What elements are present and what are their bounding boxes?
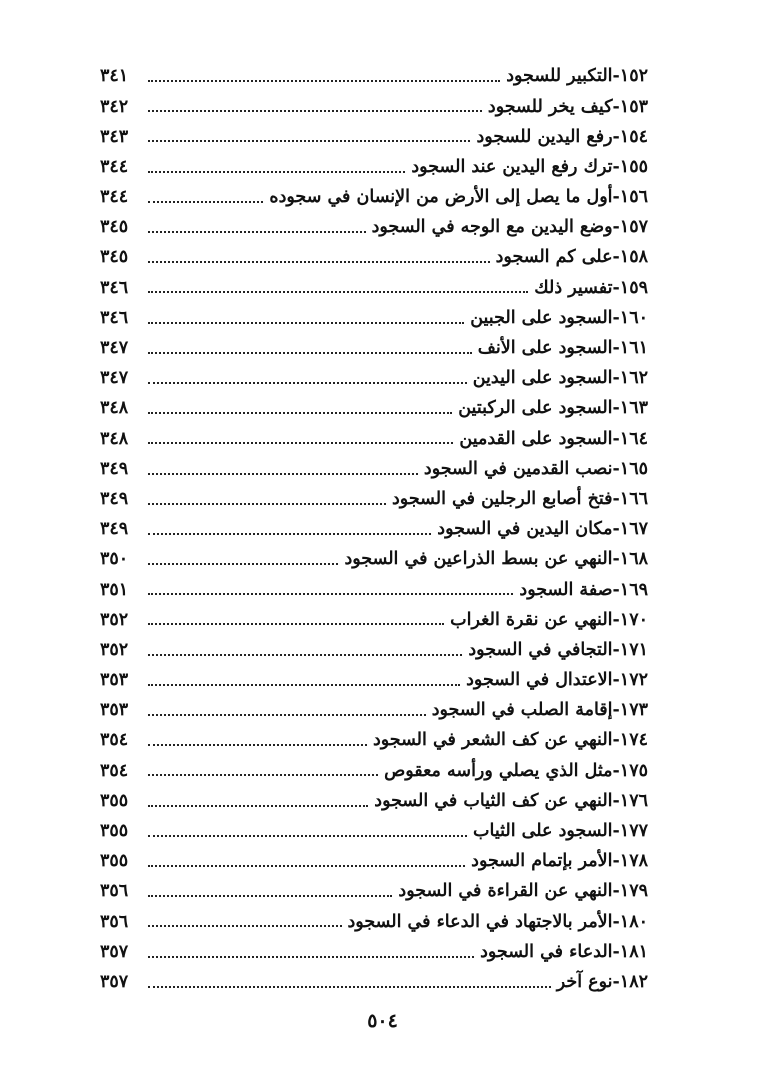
- entry-page-number: ٣٥٣: [100, 670, 129, 691]
- entry-number: ١٦٠: [619, 307, 648, 328]
- entry-page-number: ٣٤٤: [100, 187, 129, 208]
- entry-number: ١٦٢: [619, 368, 648, 389]
- entry-dash: -: [612, 700, 620, 721]
- entry-title: النهي عن القراءة في السجود: [398, 881, 613, 902]
- entry-dash: -: [612, 307, 620, 328]
- entry-page-number: ٣٥٦: [100, 881, 129, 902]
- entry-page-number: ٣٥٧: [100, 971, 129, 992]
- toc-entry: [100, 153, 648, 183]
- toc-entry: [100, 243, 648, 273]
- entry-page-number: ٣٤٦: [100, 307, 129, 328]
- toc-entry: [100, 485, 648, 515]
- toc-entry: [100, 92, 648, 122]
- entry-page-number: ٣٥٢: [100, 609, 129, 630]
- dot-leader: [148, 382, 467, 384]
- entry-page-number: ٣٤٧: [100, 368, 129, 389]
- entry-title: التكبير للسجود: [506, 66, 613, 87]
- entry-page-number: ٣٥١: [100, 579, 129, 600]
- toc-entry: [100, 515, 648, 545]
- entry-dash: -: [612, 519, 620, 540]
- entry-page-number: ٣٤٦: [100, 277, 129, 298]
- entry-page-number: ٣٤١: [100, 66, 129, 87]
- entry-number: ١٥٢: [619, 66, 648, 87]
- dot-leader: [148, 291, 528, 293]
- toc-entry: [100, 334, 648, 364]
- entry-dash: -: [612, 66, 620, 87]
- entry-title: الأمر بإتمام السجود: [471, 851, 613, 872]
- entry-page-number: ٣٥٢: [100, 639, 129, 660]
- entry-dash: -: [612, 247, 620, 268]
- entry-number: ١٦٦: [619, 488, 648, 509]
- dot-leader: [148, 956, 474, 958]
- dot-leader: [148, 744, 367, 746]
- entry-page-number: ٣٥٥: [100, 821, 129, 842]
- toc-entry: [100, 273, 648, 303]
- entry-dash: -: [612, 851, 620, 872]
- entry-title: وضع اليدين مع الوجه في السجود: [371, 217, 613, 238]
- entry-dash: -: [612, 488, 620, 509]
- entry-number: ١٧٧: [619, 821, 648, 842]
- entry-number: ١٥٤: [619, 126, 648, 147]
- entry-page-number: ٣٤٧: [100, 338, 129, 359]
- dot-leader: [148, 231, 366, 233]
- dot-leader: [148, 533, 431, 535]
- entry-dash: -: [612, 821, 620, 842]
- dot-leader: [148, 593, 513, 595]
- entry-number: ١٧٤: [619, 730, 648, 751]
- entry-dash: -: [612, 398, 620, 419]
- toc-entry: [100, 968, 648, 998]
- toc-entry: [100, 62, 648, 92]
- dot-leader: [148, 201, 263, 203]
- dot-leader: [148, 322, 464, 324]
- entry-title: صفة السجود: [519, 579, 613, 600]
- dot-leader: [148, 805, 368, 807]
- dot-leader: [148, 986, 551, 988]
- table-of-contents: [100, 62, 648, 998]
- entry-title: مكان اليدين في السجود: [437, 519, 613, 540]
- entry-number: ١٧٣: [619, 700, 648, 721]
- entry-dash: -: [612, 639, 620, 660]
- entry-title: النهي عن بسط الذراعين في السجود: [344, 549, 613, 570]
- dot-leader: [148, 140, 470, 142]
- entry-dash: -: [612, 277, 620, 298]
- dot-leader: [148, 714, 426, 716]
- entry-number: ١٦٨: [619, 549, 648, 570]
- entry-page-number: ٣٥٤: [100, 760, 129, 781]
- toc-entry: [100, 575, 648, 605]
- entry-number: ١٨٢: [619, 971, 648, 992]
- entry-dash: -: [612, 187, 620, 208]
- entry-number: ١٦٥: [619, 458, 648, 479]
- entry-number: ١٨١: [619, 941, 648, 962]
- toc-entry: [100, 364, 648, 394]
- dot-leader: [148, 110, 482, 112]
- entry-title: النهي عن نقرة الغراب: [450, 609, 613, 630]
- toc-entry: [100, 213, 648, 243]
- entry-number: ١٥٦: [619, 187, 648, 208]
- dot-leader: [148, 774, 378, 776]
- toc-entry: [100, 726, 648, 756]
- entry-page-number: ٣٤٩: [100, 519, 129, 540]
- entry-page-number: ٣٥٠: [100, 549, 129, 570]
- dot-leader: [148, 925, 342, 927]
- dot-leader: [148, 654, 462, 656]
- entry-dash: -: [612, 126, 620, 147]
- dot-leader: [148, 473, 418, 475]
- entry-page-number: ٣٤٥: [100, 217, 129, 238]
- entry-page-number: ٣٤٨: [100, 428, 129, 449]
- entry-title: السجود على الثياب: [473, 821, 613, 842]
- entry-number: ١٧١: [619, 639, 648, 660]
- toc-entry: [100, 666, 648, 696]
- entry-dash: -: [612, 941, 620, 962]
- entry-page-number: ٣٤٣: [100, 126, 129, 147]
- toc-entry: [100, 183, 648, 213]
- toc-entry: [100, 424, 648, 454]
- entry-dash: -: [612, 428, 620, 449]
- entry-dash: -: [612, 368, 620, 389]
- entry-page-number: ٣٥٣: [100, 700, 129, 721]
- entry-number: ١٨٠: [619, 911, 648, 932]
- entry-number: ١٦٣: [619, 398, 648, 419]
- entry-number: ١٧٨: [619, 851, 648, 872]
- entry-dash: -: [612, 760, 620, 781]
- dot-leader: [148, 623, 444, 625]
- entry-number: ١٦١: [619, 338, 648, 359]
- entry-title: الدعاء في السجود: [480, 941, 613, 962]
- toc-entry: [100, 304, 648, 334]
- entry-title: على كم السجود: [495, 247, 613, 268]
- entry-title: مثل الذي يصلي ورأسه معقوص: [384, 760, 613, 781]
- toc-entry: [100, 122, 648, 152]
- entry-page-number: ٣٤٩: [100, 458, 129, 479]
- entry-title: نصب القدمين في السجود: [423, 458, 613, 479]
- entry-dash: -: [612, 458, 620, 479]
- toc-entry: [100, 817, 648, 847]
- entry-title: النهي عن كف الشعر في السجود: [372, 730, 613, 751]
- entry-title: فتخ أصابع الرجلين في السجود: [392, 488, 613, 509]
- entry-dash: -: [612, 156, 620, 177]
- entry-title: السجود على الجبين: [470, 307, 613, 328]
- entry-dash: -: [612, 96, 620, 117]
- entry-page-number: ٣٥٤: [100, 730, 129, 751]
- page-number: ٥٠٤: [367, 1010, 398, 1032]
- dot-leader: [148, 684, 460, 686]
- entry-number: ١٧٠: [619, 609, 648, 630]
- dot-leader: [148, 80, 500, 82]
- entry-number: ١٧٦: [619, 790, 648, 811]
- dot-leader: [148, 503, 386, 505]
- dot-leader: [148, 563, 338, 565]
- toc-entry: [100, 756, 648, 786]
- entry-dash: -: [612, 549, 620, 570]
- toc-entry: [100, 877, 648, 907]
- entry-dash: -: [612, 670, 620, 691]
- entry-dash: -: [612, 217, 620, 238]
- entry-dash: -: [612, 338, 620, 359]
- entry-number: ١٦٩: [619, 579, 648, 600]
- entry-page-number: ٣٤٨: [100, 398, 129, 419]
- dot-leader: [148, 352, 472, 354]
- entry-title: تفسير ذلك: [534, 277, 613, 298]
- entry-dash: -: [612, 881, 620, 902]
- toc-entry: [100, 847, 648, 877]
- entry-number: ١٧٢: [619, 670, 648, 691]
- entry-title: أول ما يصل إلى الأرض من الإنسان في سجوده: [269, 187, 613, 208]
- toc-entry: [100, 605, 648, 635]
- toc-entry: [100, 545, 648, 575]
- entry-page-number: ٣٤٢: [100, 96, 129, 117]
- entry-number: ١٥٨: [619, 247, 648, 268]
- entry-title: السجود على القدمين: [459, 428, 613, 449]
- entry-dash: -: [612, 579, 620, 600]
- entry-title: رفع اليدين للسجود: [476, 126, 613, 147]
- entry-page-number: ٣٤٥: [100, 247, 129, 268]
- entry-page-number: ٣٥٥: [100, 790, 129, 811]
- entry-dash: -: [612, 911, 620, 932]
- dot-leader: [148, 895, 392, 897]
- toc-entry: [100, 636, 648, 666]
- entry-page-number: ٣٤٩: [100, 488, 129, 509]
- entry-title: الأمر بالاجتهاد في الدعاء في السجود: [347, 911, 613, 932]
- dot-leader: [148, 835, 467, 837]
- entry-number: ١٧٥: [619, 760, 648, 781]
- dot-leader: [148, 442, 453, 444]
- entry-number: ١٦٧: [619, 519, 648, 540]
- entry-page-number: ٣٥٧: [100, 941, 129, 962]
- entry-number: ١٧٩: [619, 881, 648, 902]
- entry-title: السجود على الركبتين: [458, 398, 613, 419]
- entry-page-number: ٣٥٥: [100, 851, 129, 872]
- entry-title: ترك رفع اليدين عند السجود: [411, 156, 613, 177]
- toc-entry: [100, 696, 648, 726]
- entry-dash: -: [612, 971, 620, 992]
- entry-title: كيف يخر للسجود: [487, 96, 613, 117]
- entry-title: التجافي في السجود: [468, 639, 613, 660]
- toc-entry: [100, 394, 648, 424]
- toc-entry: [100, 907, 648, 937]
- entry-title: النهي عن كف الثياب في السجود: [374, 790, 613, 811]
- toc-entry: [100, 454, 648, 484]
- entry-title: نوع آخر: [556, 971, 613, 992]
- entry-page-number: ٣٥٦: [100, 911, 129, 932]
- entry-title: السجود على اليدين: [472, 368, 613, 389]
- entry-page-number: ٣٤٤: [100, 156, 129, 177]
- entry-number: ١٥٩: [619, 277, 648, 298]
- dot-leader: [148, 865, 465, 867]
- entry-dash: -: [612, 609, 620, 630]
- entry-dash: -: [612, 790, 620, 811]
- entry-number: ١٥٣: [619, 96, 648, 117]
- dot-leader: [148, 412, 452, 414]
- entry-number: ١٥٥: [619, 156, 648, 177]
- entry-number: ١٦٤: [619, 428, 648, 449]
- entry-dash: -: [612, 730, 620, 751]
- entry-number: ١٥٧: [619, 217, 648, 238]
- dot-leader: [148, 261, 490, 263]
- toc-entry: [100, 787, 648, 817]
- toc-entry: [100, 937, 648, 967]
- entry-title: الاعتدال في السجود: [466, 670, 613, 691]
- entry-title: السجود على الأنف: [477, 338, 613, 359]
- dot-leader: [148, 171, 405, 173]
- entry-title: إقامة الصلب في السجود: [431, 700, 613, 721]
